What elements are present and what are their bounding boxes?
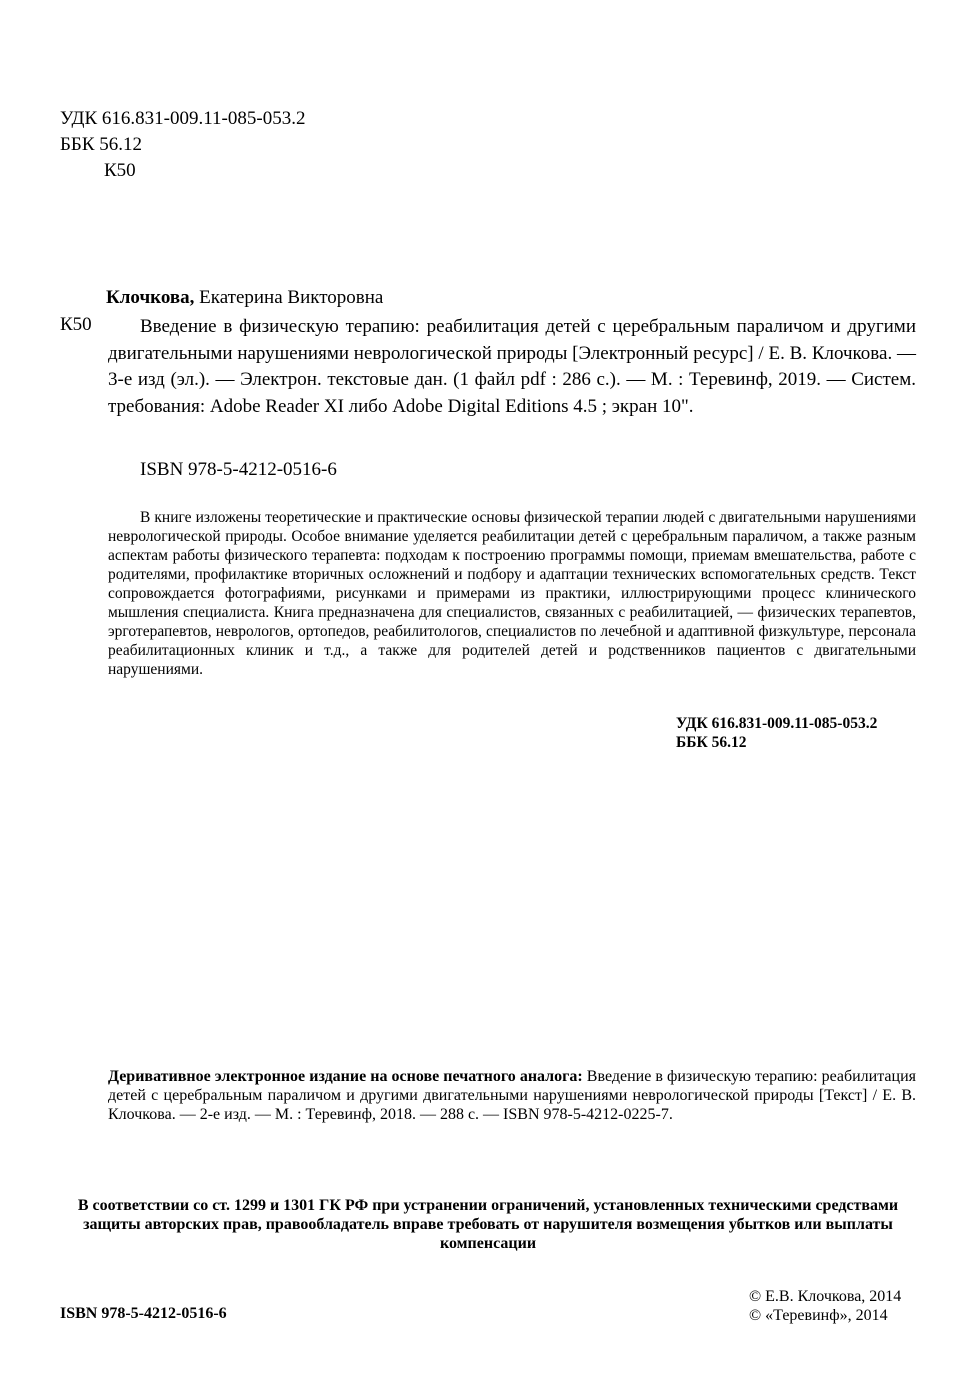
record-sign: К50 — [60, 314, 92, 335]
copyright-block — [749, 1287, 901, 1325]
author-given-names: Екатерина Викторовна — [194, 287, 384, 308]
author-heading — [106, 287, 383, 309]
footer-isbn: ISBN 978-5-4212-0516-6 — [60, 1305, 227, 1322]
legal-notice: В соответствии со ст. 1299 и 1301 ГК РФ при устранении ограничений, установленных техническими средствами защиты авторских прав, правообладатель вправе требовать от нарушителя возмещения убытков или выплаты компенсации — [77, 1197, 899, 1252]
bibliographic-record: Введение в физическую терапию: реабилитация детей с церебральным параличом и другими двигательными нарушениями неврологической природы [Электронный ресурс] / Е. В. Клочкова. — 3-е изд (эл.). — Электрон. текстовые дан. (1 файл pdf : 286 с.). — М. : Теревинф, 2019. — Систем. требования: Adobe Reader XI либо Adobe Digital Editions 4.5 ; экран 10". — [108, 316, 916, 417]
derivative-lead: Деривативное электронное издание на основе печатного аналога: — [108, 1068, 583, 1085]
udk-code: УДК 616.831-009.11-085-053.2 — [60, 108, 306, 129]
derivative-edition-note — [108, 1067, 916, 1124]
bbk-code-bottom: ББК 56.12 — [676, 734, 747, 751]
abstract: В книге изложены теоретические и практические основы физической терапии людей с двигательными нарушениями неврологической природы. Особое внимание уделяется реабилитации детей с церебральным параличом, а также разным аспектам работы физического терапевта: подходам к построению программы помощи, приемам вмешательства, работе с родителями, профилактике вторичных осложнений и подбору и адаптации технических вспомогательных средств. Текст сопровождается фотографиями, рисунками и примерами из практики, иллюстрирующими процесс клинического мышления специалиста. Книга предназначена для специалистов, связанных с реабилитацией, — физических терапевтов, эрготерапевтов, неврологов, ортопедов, реабилитологов, специалистов по лечебной и адаптивной физкультуре, персонала реабилитационных клиник и т.д., а также для родителей детей и родственников пациентов с двигательными нарушениями. — [108, 509, 916, 678]
classification-block — [60, 106, 305, 184]
copyright-publisher: © «Теревинф», 2014 — [749, 1307, 888, 1324]
record-isbn: ISBN 978-5-4212-0516-6 — [140, 459, 337, 480]
copyright-author: © Е.В. Клочкова, 2014 — [749, 1288, 902, 1305]
udk-code-bottom: УДК 616.831-009.11-085-053.2 — [676, 715, 878, 732]
author-sign: К50 — [104, 160, 136, 181]
classification-bottom — [676, 714, 877, 752]
bbk-code: ББК 56.12 — [60, 134, 142, 155]
derivative-text: Введение в физическую терапию: реабилитация детей с церебральным параличом и другими двигательными нарушениями неврологической природы [Текст] / Е. В. Клочкова. — 2-е изд. — М. : Теревинф, 2018. — 288 с. — ISBN 978-5-4212-0225-7. — [108, 1068, 916, 1123]
author-surname: Клочкова, — [106, 287, 195, 308]
